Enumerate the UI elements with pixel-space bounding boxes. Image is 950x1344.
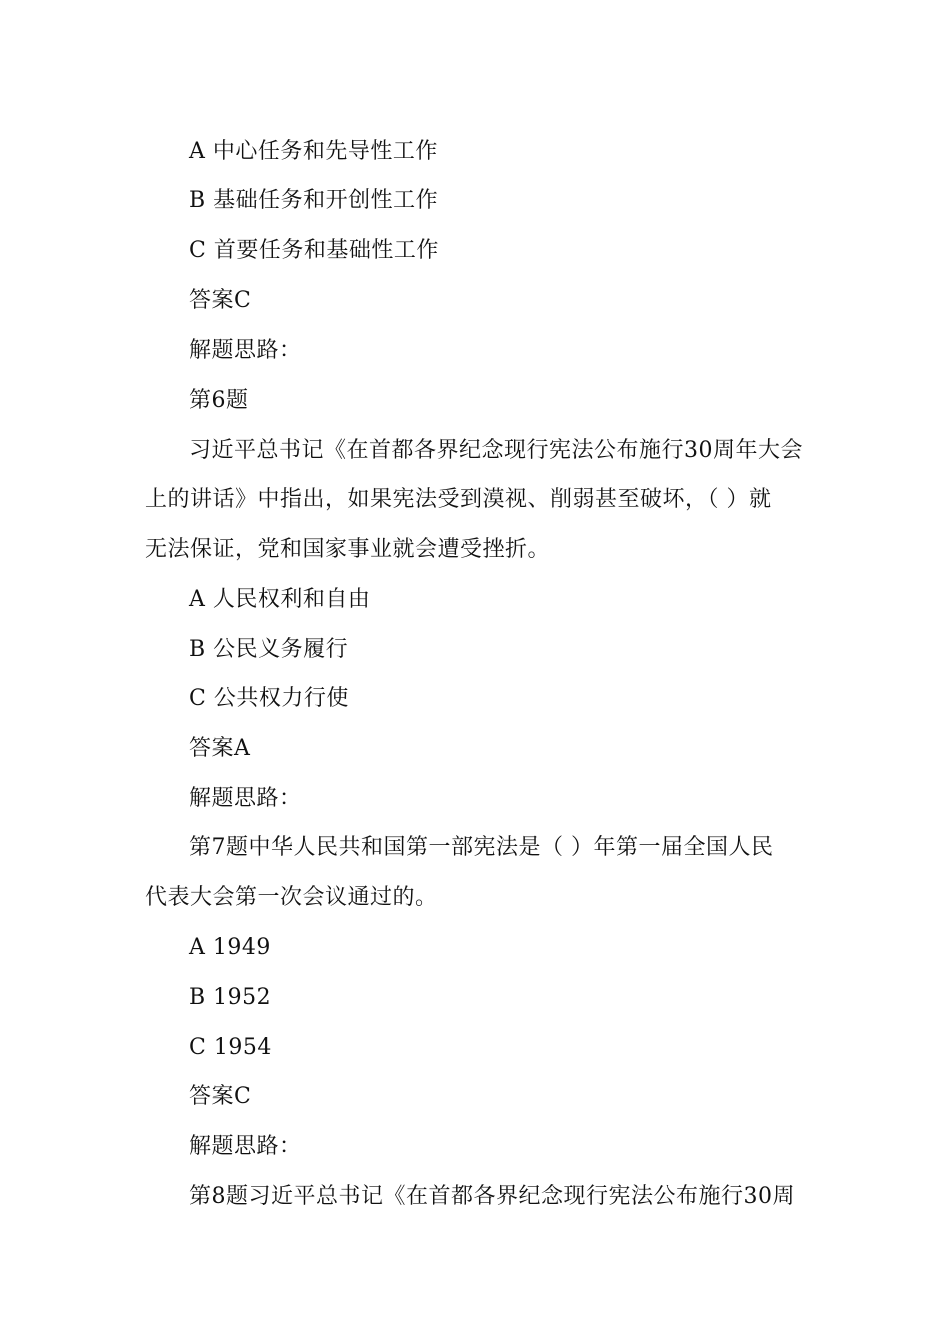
q6-text-line-1: 习近平总书记《在首都各界纪念现行宪法公布施行30周年大会 [189, 438, 803, 463]
q6-number: 第6题 [189, 388, 249, 413]
q8-text-line-1: 第8题习近平总书记《在首都各界纪念现行宪法公布施行30周 [189, 1184, 795, 1209]
q6-answer: 答案A [189, 736, 251, 761]
q5-explanation-label: 解题思路： [189, 338, 302, 363]
q6-option-a: A 人民权利和自由 [189, 587, 371, 612]
q7-answer: 答案C [189, 1084, 252, 1109]
q6-option-b: B 公民义务履行 [189, 637, 349, 662]
q7-text-line-2: 代表大会第一次会议通过的。 [145, 885, 438, 910]
q6-option-c: C 公共权力行使 [189, 686, 349, 711]
q6-text-line-2: 上的讲话》中指出，如果宪法受到漠视、削弱甚至破坏，（ ）就 [145, 487, 772, 512]
q5-option-b: B 基础任务和开创性工作 [189, 188, 439, 213]
q7-option-b: B 1952 [189, 985, 272, 1010]
q7-option-c: C 1954 [189, 1035, 272, 1060]
q5-option-a: A 中心任务和先导性工作 [189, 139, 438, 164]
q7-explanation-label: 解题思路： [189, 1134, 302, 1159]
q6-text-line-3: 无法保证，党和国家事业就会遭受挫折。 [145, 537, 551, 562]
q5-answer: 答案C [189, 288, 252, 313]
q5-option-c: C 首要任务和基础性工作 [189, 238, 439, 263]
q7-text-line-1: 第7题中华人民共和国第一部宪法是（ ）年第一届全国人民 [189, 835, 774, 860]
q7-option-a: A 1949 [189, 935, 271, 960]
q6-explanation-label: 解题思路： [189, 786, 302, 811]
